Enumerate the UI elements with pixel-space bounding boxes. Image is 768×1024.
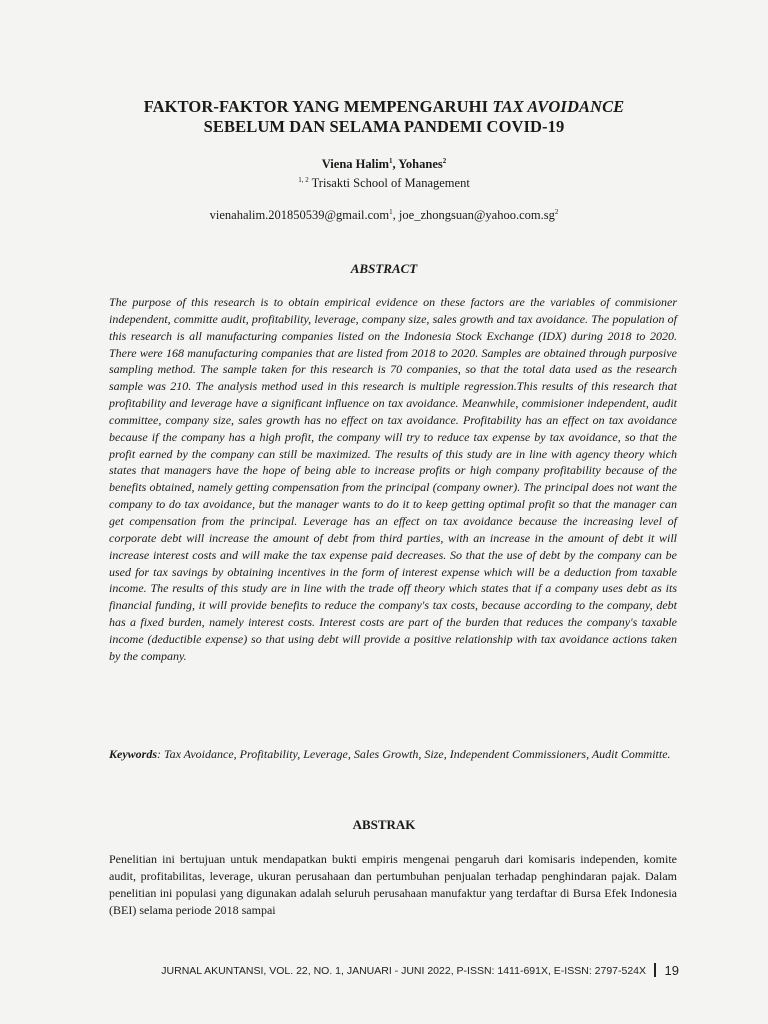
paper-title bbox=[0, 97, 768, 137]
footer-divider bbox=[654, 963, 656, 977]
journal-citation: JURNAL AKUNTANSI, VOL. 22, NO. 1, JANUARI - JUNI 2022, P-ISSN: 1411-691X, E-ISSN: 2797-524X bbox=[161, 965, 647, 977]
author-affiliation: $^{1, 2}$ Trisakti School of Management bbox=[298, 176, 470, 190]
keywords-text: : Tax Avoidance, Profitability, Leverage, Sales Growth, Size, Independent Commissioners, Audit Committe. bbox=[157, 747, 671, 761]
title-line-2: SEBELUM DAN SELAMA PANDEMI COVID-19 bbox=[203, 117, 565, 136]
abstrak-heading: ABSTRAK bbox=[352, 817, 416, 832]
keywords bbox=[109, 746, 677, 763]
page-number: 19 bbox=[664, 963, 679, 978]
author-list: Viena Halim$^1$, Yohanes$^2$ bbox=[321, 157, 447, 171]
title-line-1: FAKTOR-FAKTOR YANG MEMPENGARUHI TAX AVOIDANCE bbox=[143, 97, 625, 116]
abstract-heading: ABSTRACT bbox=[350, 261, 418, 276]
email-1: vienahalim.201850539@gmail.com bbox=[209, 208, 390, 222]
abstrak-body: Penelitian ini bertujuan untuk mendapatkan bukti empiris mengenai pengaruh dari komisaris independen, komite audit, profitabilitas, leverage, ukuran perusahaan dan pertumbuhan penjualan terhadap penghindaran pajak. Dalam penelitian ini populasi yang digunakan adalah seluruh perusahaan manufaktur yang terdaftar di Bursa Efek Indonesia (BEI) selama periode 2018 sampai bbox=[109, 852, 677, 918]
title-italic-term: TAX AVOIDANCE bbox=[492, 97, 625, 116]
email-2: joe_zhongsuan@yahoo.com.sg bbox=[398, 208, 555, 222]
keywords-label: Keywords bbox=[109, 747, 157, 761]
abstract-body: The purpose of this research is to obtain empirical evidence on these factors are the variables of commisioner independent, committe audit, profitability, leverage, company size, sales growth and tax avoidance. The population of this research is all manufacturing companies listed on the Indonesia Stock Exchange (IDX) during 2018 to 2020. There were 168 manufacturing companies that are listed from 2018 to 2020. Samples are obtained through purposive sampling method. The sample taken for this research is 70 companies, so that the total data used as the research sample was 210. The analysis method used in this research is multiple regression.This results of this research that profitability and leverage have a significant influence on tax avoidance. Meanwhile, commisioner independent, audit committee, company size, sales growth has no effect on tax avoidance. Profitability has an effect on tax avoidance because if the company has a high profit, the company will try to reduce tax expense by tax avoidance, so that the profit earned by the company can still be maximized. The results of this study are in line with agency theory which states that managers have the hope of being able to increase profits or high company profitability because of the benefits obtained, namely getting compensation from the principal (company owner). The principal does not want the company to do tax avoidance, but the manager wants to do it to keep getting optimal profit so that the manager can get compensation from the principal. Leverage has an effect on tax avoidance because the increasing level of corporate debt will increase the amount of debt from third parties, with an increase in the amount of debt it will increase interest costs and will make the tax expense paid decreases. So that the use of debt by the company can be used for tax savings by obtaining incentives in the form of interest expense which will be a deduction from taxable income. The results of this study are in line with the trade off theory which states that if a company uses debt as its financial funding, it will provide benefits to reduce the company's tax costs, because according to the company, debt has a fixed burden, namely interest costs. Interest costs are part of the burden that reduces the company's taxable income (deductible expense) so that using debt will provide a positive relationship with tax avoidance actions taken by the company. bbox=[109, 295, 677, 663]
page-footer bbox=[0, 963, 679, 978]
author-emails: vienahalim.201850539@gmail.com$^1$, $joe\_zhongsuan@yahoo.com.sg^2$ bbox=[209, 208, 559, 222]
